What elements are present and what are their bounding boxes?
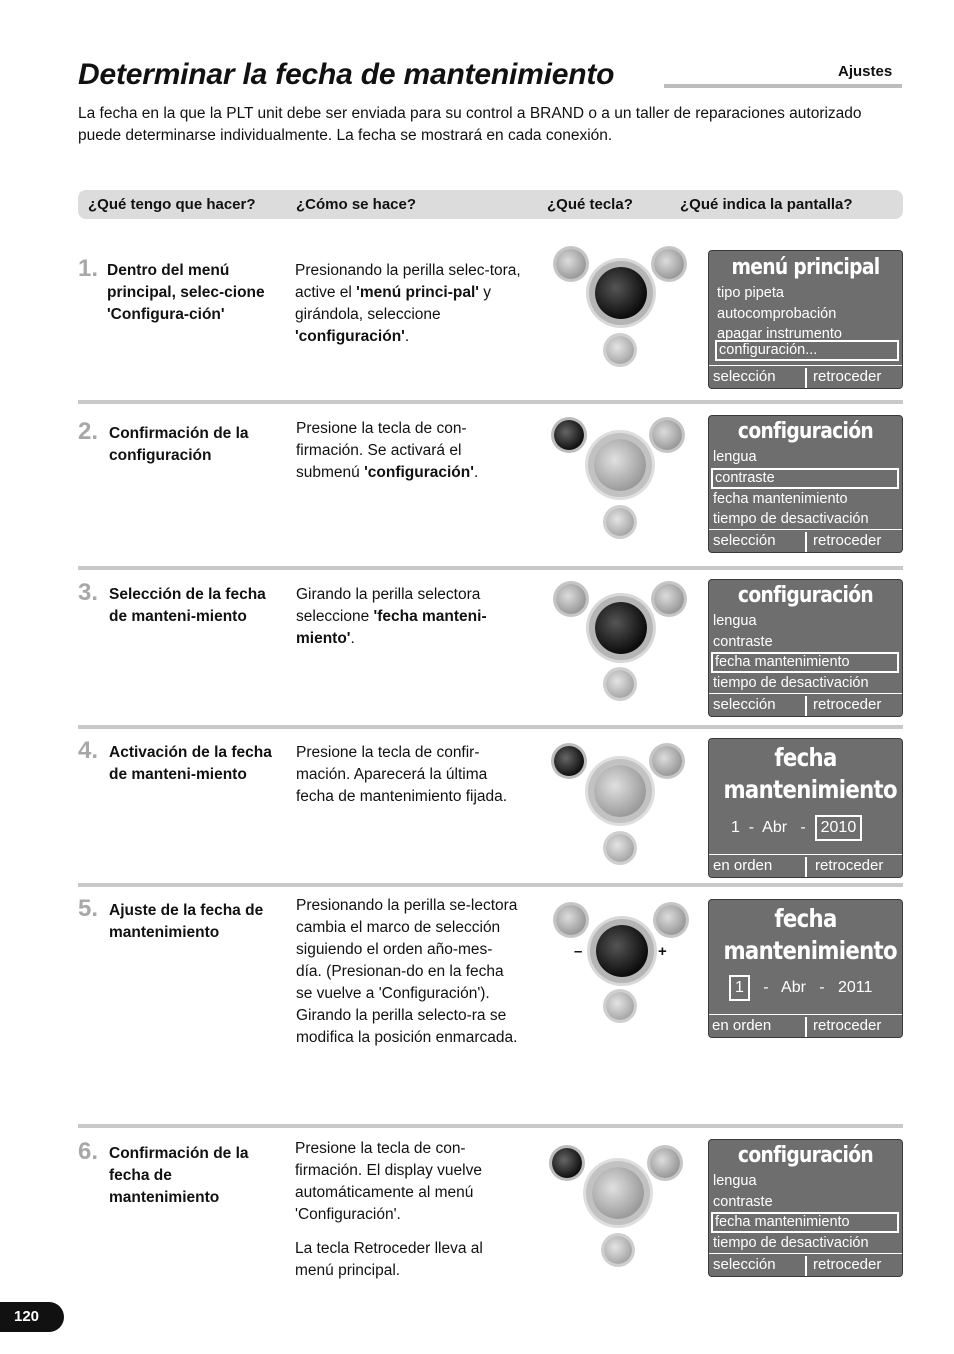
date-month: Abr	[762, 819, 788, 836]
step-note: La tecla Retroceder lleva al menú principal.	[295, 1240, 483, 1279]
selector-knob[interactable]	[594, 765, 646, 817]
footer-divider	[805, 1017, 807, 1037]
keypad	[550, 244, 695, 374]
col-what: ¿Qué tengo que hacer?	[88, 196, 256, 213]
separator	[78, 400, 903, 404]
display-screen	[708, 250, 903, 389]
step-description: Girando la perilla selectora seleccione 'fecha manteni-miento'.	[296, 586, 487, 647]
step-description: Presione la tecla de confir-mación. Aparecerá la última fecha de mantenimiento fijada.	[296, 744, 508, 805]
confirm-key[interactable]	[554, 746, 584, 776]
intro-text: La fecha en la que la PLT unit debe ser enviada para su control a BRAND o a un taller de reparaciones autorizado puede determinarse individualmente. La fecha se mostrará en cada conexión.	[78, 105, 862, 144]
menu-item: lengua	[713, 449, 757, 465]
column-header-bar	[78, 190, 903, 219]
screen-menu	[709, 283, 902, 361]
plus-label: +	[658, 943, 667, 960]
screen-menu	[709, 1171, 902, 1254]
menu-item: lengua	[713, 1173, 757, 1189]
separator	[78, 883, 903, 887]
separator	[78, 1124, 903, 1128]
step-description: Presione la tecla de con-firmación. Se activará el submenú 'configuración'.	[296, 420, 479, 481]
footer-divider	[805, 1256, 807, 1276]
screen-title: menú principal	[731, 255, 880, 280]
footer-right: retroceder	[813, 532, 882, 549]
display-screen	[708, 579, 903, 717]
selector-knob[interactable]	[595, 267, 647, 319]
selector-knob[interactable]	[592, 1167, 644, 1219]
date-dash: -	[810, 979, 834, 996]
date-day: 1	[731, 819, 740, 836]
separator	[78, 725, 903, 729]
display-screen	[708, 1139, 903, 1277]
menu-item: lengua	[713, 613, 757, 629]
screen-footer	[709, 1253, 902, 1276]
menu-item: tiempo de desactivación	[713, 675, 869, 691]
right-key[interactable]	[656, 905, 686, 935]
date-dash: -	[754, 979, 778, 996]
step-label: Ajuste de la fecha de mantenimiento	[109, 902, 264, 941]
screen-title: configuración	[737, 1143, 874, 1168]
menu-item-selected: contraste	[711, 468, 899, 489]
selector-knob[interactable]	[595, 602, 647, 654]
footer-left: selección	[713, 696, 776, 713]
right-key[interactable]	[652, 420, 682, 450]
confirm-key[interactable]	[554, 420, 584, 450]
step-number: 1.	[78, 255, 99, 282]
display-screen	[708, 738, 903, 878]
step-number: 4.	[78, 737, 99, 764]
confirm-key[interactable]	[552, 1148, 582, 1178]
menu-item-selected: configuración...	[715, 340, 899, 361]
footer-left: selección	[713, 532, 776, 549]
step-number: 2.	[78, 418, 99, 445]
step-label: Confirmación de la configuración	[109, 425, 249, 464]
bottom-key[interactable]	[606, 834, 634, 862]
step-label: Confirmación de la fecha de mantenimiento	[109, 1145, 249, 1206]
keypad	[550, 412, 695, 542]
minus-label: –	[574, 943, 583, 960]
right-key[interactable]	[654, 249, 684, 279]
bottom-key[interactable]	[606, 508, 634, 536]
bottom-key[interactable]	[606, 670, 634, 698]
menu-item-selected: fecha mantenimiento	[711, 1212, 899, 1233]
display-screen	[708, 415, 903, 553]
screen-menu	[709, 447, 902, 530]
selector-knob[interactable]	[596, 925, 648, 977]
col-display: ¿Qué indica la pantalla?	[680, 196, 853, 213]
screen-footer	[709, 365, 902, 388]
footer-divider	[805, 696, 807, 716]
left-key[interactable]	[556, 584, 586, 614]
left-key[interactable]	[556, 905, 586, 935]
screen-title: mantenimiento	[723, 775, 897, 804]
menu-item: tiempo de desactivación	[713, 1235, 869, 1251]
screen-footer	[709, 854, 902, 877]
footer-divider	[805, 857, 807, 877]
screen-title: configuración	[737, 419, 874, 444]
menu-item: fecha mantenimiento	[713, 490, 848, 507]
date-row	[729, 975, 872, 1001]
menu-item: tiempo de desactivación	[713, 511, 869, 527]
screen-footer	[709, 1014, 902, 1037]
screen-title: fecha	[774, 904, 837, 933]
step-number: 6.	[78, 1138, 99, 1165]
step-label: Dentro del menú principal, selec-cione 'Configura-ción'	[107, 262, 265, 323]
date-dash: -	[791, 819, 811, 836]
bottom-key[interactable]	[604, 1236, 632, 1264]
step-label: Activación de la fecha de manteni-miento	[109, 744, 272, 783]
footer-divider	[805, 368, 807, 388]
footer-right: retroceder	[815, 857, 884, 874]
date-year-selected: 2010	[815, 815, 863, 841]
right-key[interactable]	[654, 584, 684, 614]
keypad	[550, 898, 695, 1028]
page-title: Determinar la fecha de mantenimiento	[78, 58, 615, 91]
display-screen	[708, 899, 903, 1038]
footer-left: selección	[713, 368, 776, 385]
footer-right: retroceder	[813, 1256, 882, 1273]
footer-left: en orden	[713, 857, 773, 874]
bottom-key[interactable]	[606, 992, 634, 1020]
screen-title: configuración	[737, 583, 874, 608]
keypad	[550, 578, 695, 708]
section-tag: Ajustes	[838, 63, 893, 80]
screen-footer	[709, 693, 902, 716]
menu-item: tipo pipeta	[717, 285, 784, 301]
bottom-key[interactable]	[606, 336, 634, 364]
date-row	[731, 815, 862, 841]
col-how: ¿Cómo se hace?	[296, 196, 417, 213]
screen-title: fecha	[774, 743, 837, 772]
menu-item: contraste	[713, 633, 773, 650]
footer-divider	[805, 532, 807, 552]
menu-item: apagar instrumento	[717, 326, 842, 340]
menu-item: contraste	[713, 1193, 773, 1210]
step-number: 3.	[78, 579, 99, 606]
screen-footer	[709, 529, 902, 552]
screen-menu	[709, 611, 902, 694]
col-key: ¿Qué tecla?	[547, 196, 633, 213]
step-description: Presionando la perilla se-lectora cambia el marco de selección siguiendo el orden año-mes-día. (Presionan-do en la fecha se vuelve a 'Configuración'). Girando la perilla selecto-ra se modifica la posición enmarcada.	[296, 897, 518, 1046]
menu-item-selected: fecha mantenimiento	[711, 652, 899, 673]
screen-title: mantenimiento	[723, 936, 897, 965]
date-day-selected: 1	[729, 975, 750, 1001]
step-number: 5.	[78, 895, 99, 922]
right-key[interactable]	[652, 746, 682, 776]
footer-right: retroceder	[813, 368, 882, 385]
date-month: Abr	[781, 979, 806, 996]
footer-left: en orden	[712, 1017, 772, 1034]
date-year: 2011	[837, 979, 873, 996]
keypad	[550, 738, 695, 868]
title-rule	[664, 84, 902, 88]
keypad	[548, 1140, 693, 1270]
footer-right: retroceder	[813, 1017, 882, 1034]
right-key[interactable]	[650, 1148, 680, 1178]
selector-knob[interactable]	[594, 439, 646, 491]
separator	[78, 566, 903, 570]
step-label: Selección de la fecha de manteni-miento	[109, 586, 266, 625]
footer-right: retroceder	[813, 696, 882, 713]
step-description: Presionando la perilla selec-tora, active el 'menú princi-pal' y girándola, seleccione 'configuración'.	[295, 262, 521, 345]
page-number: 120	[0, 1302, 64, 1332]
footer-left: selección	[713, 1256, 776, 1273]
left-key[interactable]	[556, 249, 586, 279]
menu-item: autocomprobación	[717, 305, 837, 322]
step-description: Presione la tecla de con-firmación. El display vuelve automáticamente al menú 'Configuración'.	[295, 1140, 482, 1223]
date-dash: -	[744, 819, 759, 836]
